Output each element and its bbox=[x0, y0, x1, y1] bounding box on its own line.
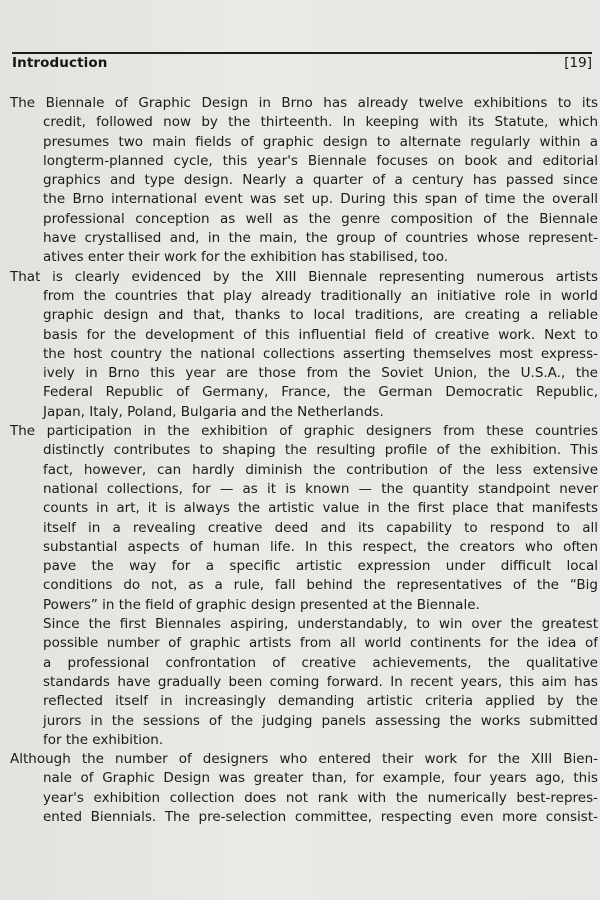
page-number: [19] bbox=[564, 55, 592, 71]
text-line: The Biennale of Graphic Design in Brno has already twelve exhibitions to its bbox=[10, 95, 598, 111]
text-line: atives enter their work for the exhibition has stabilised, too. bbox=[43, 249, 449, 266]
text-line: jurors in the sessions of the judging panels assessing the works submitted bbox=[43, 712, 598, 729]
page-header bbox=[12, 55, 592, 75]
text-line: itself in a revealing creative deed and its capability to respond to all bbox=[43, 519, 598, 536]
text-line: standards have gradually been coming forward. In recent years, this aim has bbox=[43, 673, 598, 690]
text-line: That is clearly evidenced by the XIII Biennale representing numerous artists bbox=[10, 268, 598, 285]
text-line: from the countries that play already traditionally an initiative role in world bbox=[43, 287, 598, 304]
paragraph-1 bbox=[10, 94, 598, 268]
text-line: pave the way for a specific artistic expression under difficult local bbox=[43, 558, 598, 575]
text-line: Since the first Biennales aspiring, understandably, to win over the greatest bbox=[43, 616, 598, 633]
text-line: possible number of graphic artists from all world continents for the idea of bbox=[43, 635, 598, 652]
body-text bbox=[10, 94, 598, 827]
text-line: year's exhibition collection does not rank with the numerically best-repres- bbox=[43, 789, 598, 806]
text-line: graphics and type design. Nearly a quarter of a century has passed since bbox=[43, 172, 598, 189]
text-line: professional conception as well as the genre composition of the Biennale bbox=[43, 210, 598, 227]
paragraph-2 bbox=[10, 268, 598, 422]
text-line: basis for the development of this influential field of creative work. Next to bbox=[43, 326, 598, 343]
text-line: substantial aspects of human life. In this respect, the creators who often bbox=[43, 538, 598, 555]
section-title: Introduction bbox=[12, 55, 108, 71]
text-line: credit, followed now by the thirteenth. In keeping with its Statute, which bbox=[43, 114, 598, 131]
text-line: for the exhibition. bbox=[43, 731, 164, 748]
text-line: longterm-planned cycle, this year's Biennale focuses on book and editorial bbox=[43, 152, 598, 169]
text-line: conditions do not, as a rule, fall behind the representatives of the “Big bbox=[43, 577, 598, 594]
text-line: presumes two main fields of graphic design to alternate regularly within a bbox=[43, 133, 598, 150]
text-line: Although the number of designers who entered their work for the XIII Bien- bbox=[10, 751, 598, 768]
text-line: ively in Brno this year are those from the Soviet Union, the U.S.A., the bbox=[43, 365, 598, 382]
paragraph-4 bbox=[10, 750, 598, 827]
text-line: a professional confrontation of creative achievements, the qualitative bbox=[43, 654, 598, 671]
text-line: the Brno international event was set up. During this span of time the overall bbox=[43, 191, 598, 208]
header-rule bbox=[12, 52, 592, 54]
text-line: nale of Graphic Design was greater than, for example, four years ago, this bbox=[43, 770, 598, 787]
text-line: graphic design and that, thanks to local traditions, are creating a reliable bbox=[43, 307, 598, 324]
text-line: Federal Republic of Germany, France, the German Democratic Republic, bbox=[43, 384, 598, 401]
text-line: The participation in the exhibition of graphic designers from these countries bbox=[10, 423, 598, 440]
text-line: distinctly contributes to shaping the resulting profile of the exhibition. This bbox=[43, 442, 598, 459]
text-line: national collections, for — as it is known — the quantity standpoint never bbox=[43, 480, 598, 497]
text-line: have crystallised and, in the main, the group of countries whose represent- bbox=[43, 230, 598, 247]
text-line: Powers” in the field of graphic design presented at the Biennale. bbox=[43, 596, 480, 613]
text-line: ented Biennials. The pre-selection committee, respecting even more consist- bbox=[43, 808, 598, 825]
text-line: counts in art, it is always the artistic value in the first place that manifests bbox=[43, 500, 598, 517]
text-line: Japan, Italy, Poland, Bulgaria and the Netherlands. bbox=[43, 403, 384, 420]
paragraph-3 bbox=[10, 422, 598, 750]
text-line: fact, however, can hardly diminish the contribution of the less extensive bbox=[43, 461, 598, 478]
text-line: reflected itself in increasingly demanding artistic criteria applied by the bbox=[43, 693, 598, 710]
text-line: the host country the national collections asserting themselves most express- bbox=[43, 345, 598, 362]
